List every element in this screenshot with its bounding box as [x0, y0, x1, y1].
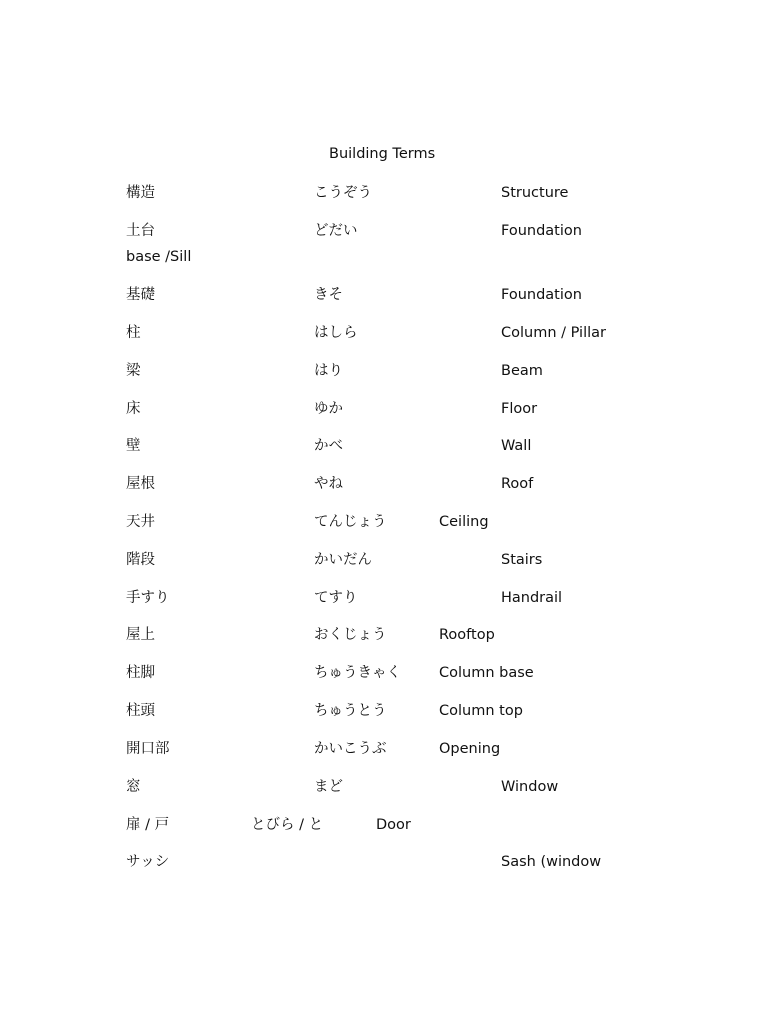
term-kanji: 柱脚 [126, 665, 155, 681]
term-reading: やね [314, 476, 343, 492]
term-english: Column base [439, 665, 534, 681]
term-english: Opening [439, 741, 501, 757]
term-reading: ちゅうとう [314, 703, 387, 719]
term-english: Rooftop [439, 627, 495, 643]
term-english: Sash (window [501, 854, 602, 870]
term-english-continued: base /Sill [126, 249, 192, 265]
term-english: Door [376, 817, 411, 833]
term-kanji: 床 [126, 401, 141, 417]
term-kanji: 手すり [126, 590, 170, 606]
document-title: Building Terms [329, 146, 436, 162]
term-kanji: 柱頭 [126, 703, 155, 719]
term-english: Foundation [501, 287, 582, 303]
term-english: Handrail [501, 590, 563, 606]
term-reading: どだい [314, 223, 358, 239]
term-reading: きそ [314, 287, 343, 303]
term-english: Beam [501, 363, 543, 379]
term-english: Floor [501, 401, 538, 417]
term-english: Stairs [501, 552, 543, 568]
term-english: Wall [501, 438, 532, 454]
term-english: Ceiling [439, 514, 489, 530]
term-reading: はり [314, 363, 343, 379]
term-kanji: 窓 [126, 779, 141, 795]
term-reading: はしら [314, 325, 358, 341]
term-reading: こうぞう [314, 185, 372, 201]
term-reading: とびら / と [251, 817, 324, 833]
term-kanji: 構造 [126, 185, 155, 201]
term-kanji: 柱 [126, 325, 141, 341]
term-reading: かいこうぶ [314, 741, 387, 757]
term-reading: まど [314, 779, 343, 795]
term-kanji: 天井 [126, 514, 155, 530]
term-english: Column top [439, 703, 523, 719]
term-english: Column / Pillar [501, 325, 606, 341]
term-kanji: 開口部 [126, 741, 170, 757]
term-kanji: 屋根 [126, 476, 155, 492]
term-kanji: 梁 [126, 363, 141, 379]
term-reading: かいだん [314, 552, 372, 568]
term-english: Window [501, 779, 559, 795]
term-english: Foundation [501, 223, 582, 239]
term-english: Structure [501, 185, 569, 201]
term-reading: てすり [314, 590, 358, 606]
term-kanji: 土台 [126, 223, 155, 239]
term-reading: ゆか [314, 401, 343, 417]
term-kanji: 扉 / 戸 [126, 817, 170, 833]
term-kanji: 壁 [126, 438, 141, 454]
term-reading: ちゅうきゃく [314, 665, 401, 681]
term-english: Roof [501, 476, 534, 492]
term-reading: おくじょう [314, 627, 387, 643]
term-kanji: 屋上 [126, 627, 155, 643]
term-kanji: 階段 [126, 552, 155, 568]
term-reading: てんじょう [314, 514, 387, 530]
term-kanji: サッシ [126, 854, 170, 870]
term-kanji: 基礎 [126, 287, 155, 303]
term-reading: かべ [314, 438, 343, 454]
